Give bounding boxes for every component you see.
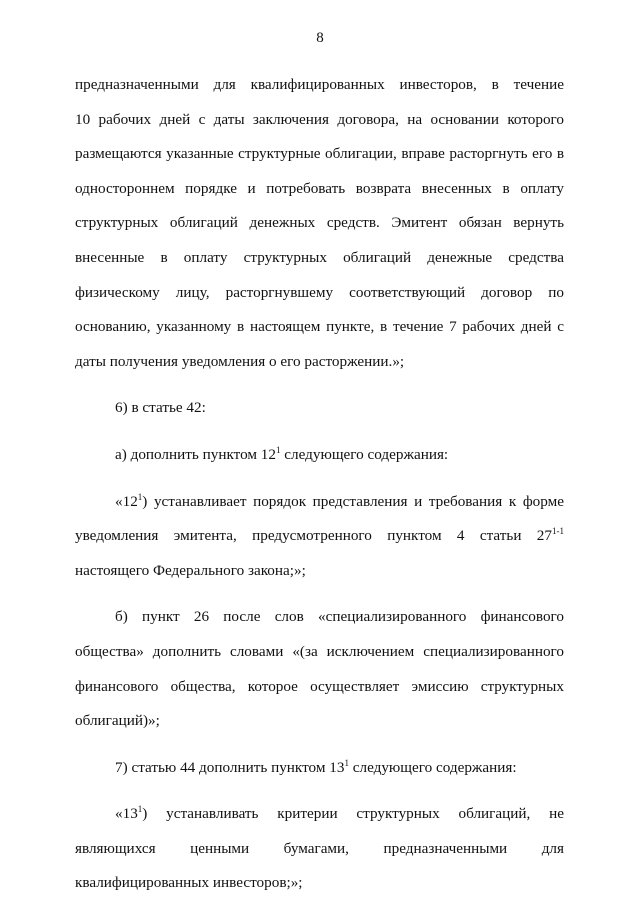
text-line: финансового общества, которое осуществляет эмиссию структурных bbox=[75, 677, 564, 695]
text-line: облигаций)»; bbox=[75, 712, 160, 730]
text-line: структурных облигаций денежных средств. Эмитент обязан вернуть bbox=[75, 214, 564, 232]
text-line: физическому лицу, расторгнувшему соответствующий договор по bbox=[75, 283, 564, 301]
superscript: 1 bbox=[137, 804, 143, 815]
text-line: настоящего Федерального закона;»; bbox=[75, 561, 306, 579]
superscript: 1-1 bbox=[552, 526, 564, 537]
page-number: 8 bbox=[316, 30, 324, 46]
text-line: а) дополнить пунктом $12^1$ следующего содержания: bbox=[115, 444, 449, 463]
text-line: 10 рабочих дней с даты заключения договора, на основании которого bbox=[75, 110, 564, 128]
text-line: уведомления эмитента, предусмотренного пунктом 4 статьи 27$^{1-1}$ bbox=[75, 526, 564, 545]
superscript: 1 bbox=[276, 444, 281, 455]
text-line: общества» дополнить словами «(за исключением специализированного bbox=[75, 642, 564, 660]
text-line: 6) в статье 42: bbox=[115, 399, 206, 417]
superscript: 1 bbox=[137, 491, 143, 502]
document-body bbox=[75, 68, 564, 901]
text-line: одностороннем порядке и потребовать возврата внесенных в оплату bbox=[75, 179, 564, 197]
text-line: б) пункт 26 после слов «специализированного финансового bbox=[115, 608, 564, 626]
text-line: 7) статью 44 дополнить пунктом $13^1$ следующего содержания: bbox=[115, 757, 517, 776]
text-line: предназначенными для квалифицированных инвесторов, в течение bbox=[75, 76, 564, 93]
text-line: размещаются указанные структурные облигации, вправе расторгнуть его в bbox=[75, 145, 564, 163]
text-line: даты получения уведомления о его расторжении.»; bbox=[75, 352, 405, 370]
text-line: являющихся ценными бумагами, предназначенными для bbox=[75, 839, 564, 857]
text-line: квалифицированных инвесторов;»; bbox=[75, 874, 303, 892]
superscript: 1 bbox=[344, 757, 349, 768]
text-line: внесенные в оплату структурных облигаций денежные средства bbox=[75, 248, 564, 266]
text-line: «$13^1$) устанавливать критерии структурных облигаций, не bbox=[115, 804, 564, 823]
text-line: основанию, указанному в настоящем пункте, в течение 7 рабочих дней с bbox=[75, 318, 564, 336]
text-line: «$12^1$) устанавливает порядок представления и требования к форме bbox=[115, 491, 564, 510]
